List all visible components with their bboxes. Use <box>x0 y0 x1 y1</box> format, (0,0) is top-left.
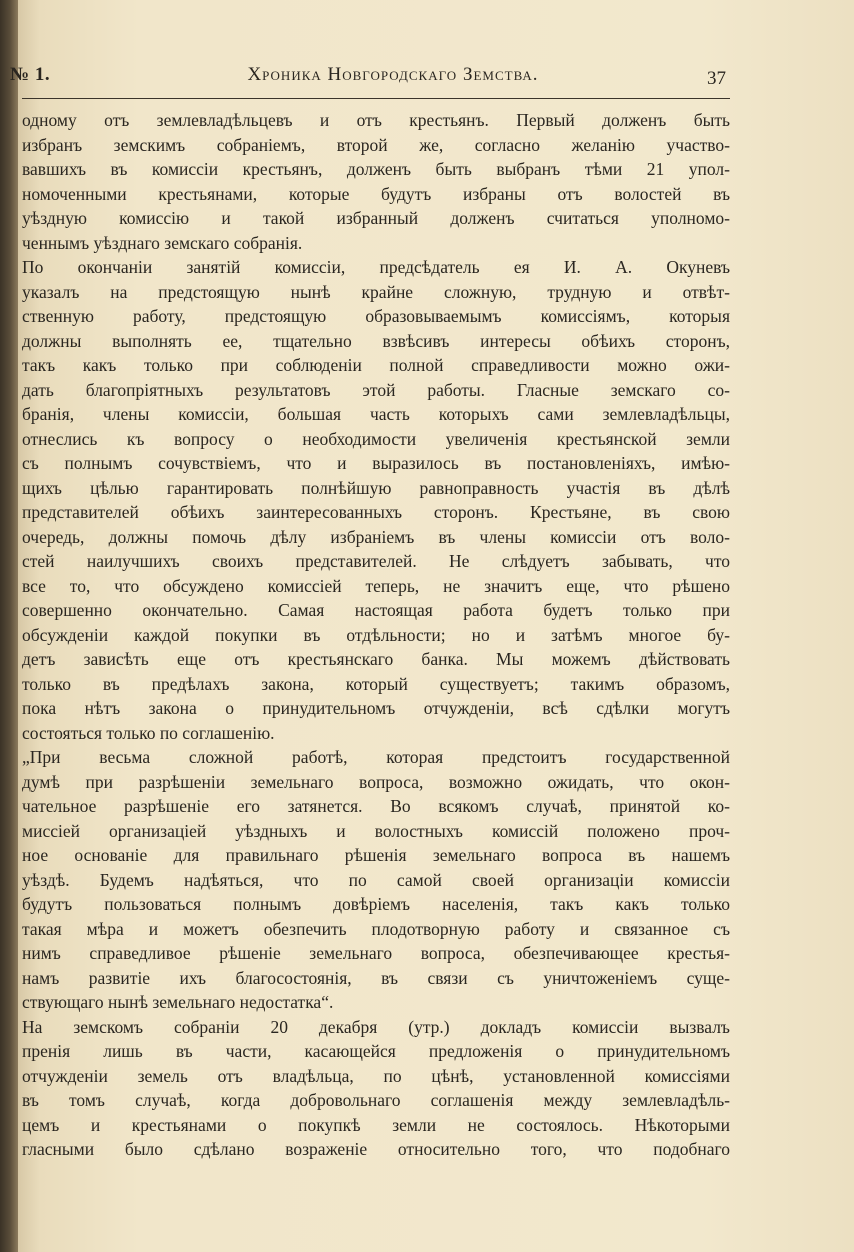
text-line: цемъ и крестьянами о покупкѣ земли не состоялось. Нѣкоторыми <box>22 1114 730 1135</box>
text-line: пока нѣтъ закона о принудительномъ отчужденіи, всѣ сдѣлки могутъ <box>22 698 730 718</box>
text-line: должны выполнять ее, тщательно взвѣсивъ интересы обѣихъ сторонъ, <box>22 330 730 351</box>
text-line: миссіей организаціей уѣздныхъ и волостныхъ комиссій положено проч- <box>22 820 730 841</box>
text-line: обсужденіи каждой покупки въ отдѣльности; но и затѣмъ многое бу- <box>22 624 730 645</box>
text-line: щихъ цѣлью гарантировать полнѣйшую равноправность участія въ дѣлѣ <box>22 477 730 498</box>
running-title: Хроника Новгородскаго Земства. <box>247 64 539 85</box>
text-line: съ полнымъ сочувствіемъ, что и выразилось въ постановленіяхъ, имѣю- <box>22 453 730 473</box>
text-line: уѣздную комиссію и такой избранный долженъ считаться уполномо- <box>22 208 730 228</box>
text-line: совершенно окончательно. Самая настоящая работа будетъ только при <box>22 600 730 620</box>
text-line: стей наилучшихъ своихъ представителей. Не слѣдуетъ забывать, что <box>22 551 730 571</box>
text-line: На земскомъ собраніи 20 декабря (утр.) докладъ комиссіи вызвалъ <box>22 1016 730 1037</box>
text-line: детъ зависѣть еще отъ крестьянскаго банка. Мы можемъ дѣйствовать <box>22 649 730 669</box>
text-line: отчужденіи земель отъ владѣльца, по цѣнѣ, установленной комиссіями <box>22 1065 730 1086</box>
page-number: 37 <box>707 68 726 89</box>
text-line: одному отъ землевладѣльцевъ и отъ крестьянъ. Первый долженъ быть <box>22 110 730 130</box>
text-line: чательное разрѣшеніе его затянется. Во всякомъ случаѣ, принятой ко- <box>22 796 730 816</box>
text-line: намъ развитіе ихъ благосостоянія, въ связи съ уничтоженіемъ суще- <box>22 967 730 988</box>
text-line: бранія, члены комиссіи, большая часть которыхъ сами землевладѣльцы, <box>22 404 730 424</box>
text-line: вавшихъ въ комиссіи крестьянъ, долженъ быть выбранъ тѣми 21 упол- <box>22 159 730 179</box>
text-line: отнеслись къ вопросу о необходимости увеличенія крестьянской земли <box>22 428 730 449</box>
text-line: ственную работу, предстоящую образовываемымъ комиссіямъ, которыя <box>22 306 730 326</box>
text-line: такъ какъ только при соблюденіи полной справедливости можно ожи- <box>22 355 730 375</box>
text-line: По окончаніи занятій комиссіи, предсѣдатель ея И. А. Окуневъ <box>22 257 730 277</box>
text-line: номоченными крестьянами, которые будутъ избраны отъ волостей въ <box>22 183 730 204</box>
text-line: такая мѣра и можетъ обезпечить плодотворную работу и связанное съ <box>22 918 730 939</box>
text-line: ное основаніе для правильнаго рѣшенія земельнаго вопроса въ нашемъ <box>22 845 730 865</box>
header-rule <box>22 98 730 99</box>
text-line: будутъ пользоваться полнымъ довѣріемъ населенія, такъ какъ только <box>22 894 730 914</box>
text-line: думѣ при разрѣшеніи земельнаго вопроса, возможно ожидать, что окон- <box>22 771 730 792</box>
text-line: гласными было сдѣлано возраженіе относительно того, что подобнаго <box>22 1139 730 1159</box>
book-spine-shadow <box>0 0 18 1252</box>
issue-number: № 1. <box>10 64 51 85</box>
body-text <box>22 108 730 1162</box>
text-line: „При весьма сложной работѣ, которая предстоитъ государственной <box>22 747 730 767</box>
text-line: представителей обѣихъ заинтересованныхъ сторонъ. Крестьяне, въ свою <box>22 502 730 522</box>
text-line: только въ предѣлахъ закона, который существуетъ; такимъ образомъ, <box>22 673 730 694</box>
text-line: ствующаго нынѣ земельнаго недостатка“. <box>22 992 334 1012</box>
text-line: очередь, должны помочь дѣлу избраніемъ въ члены комиссіи отъ воло- <box>22 526 730 547</box>
text-line: ченнымъ уѣзднаго земскаго собранія. <box>22 232 303 253</box>
text-line: уѣздѣ. Будемъ надѣяться, что по самой своей организаціи комиссіи <box>22 869 730 890</box>
text-line: состояться только по соглашенію. <box>22 722 275 743</box>
text-line: дать благопріятныхъ результатовъ этой работы. Гласные земскаго со- <box>22 379 730 400</box>
text-line: все то, что обсуждено комиссіей теперь, не значитъ еще, что рѣшено <box>22 575 730 596</box>
page-header <box>10 64 716 94</box>
text-line: указалъ на предстоящую нынѣ крайне сложную, трудную и отвѣт- <box>22 281 730 302</box>
text-line: пренія лишь въ части, касающейся предложенія о принудительномъ <box>22 1041 730 1061</box>
text-line: избранъ земскимъ собраніемъ, второй же, согласно желанію участво- <box>22 134 730 155</box>
text-line: въ томъ случаѣ, когда добровольнаго соглашенія между землевладѣль- <box>22 1090 730 1110</box>
text-line: нимъ справедливое рѣшеніе земельнаго вопроса, обезпечивающее крестья- <box>22 943 730 963</box>
